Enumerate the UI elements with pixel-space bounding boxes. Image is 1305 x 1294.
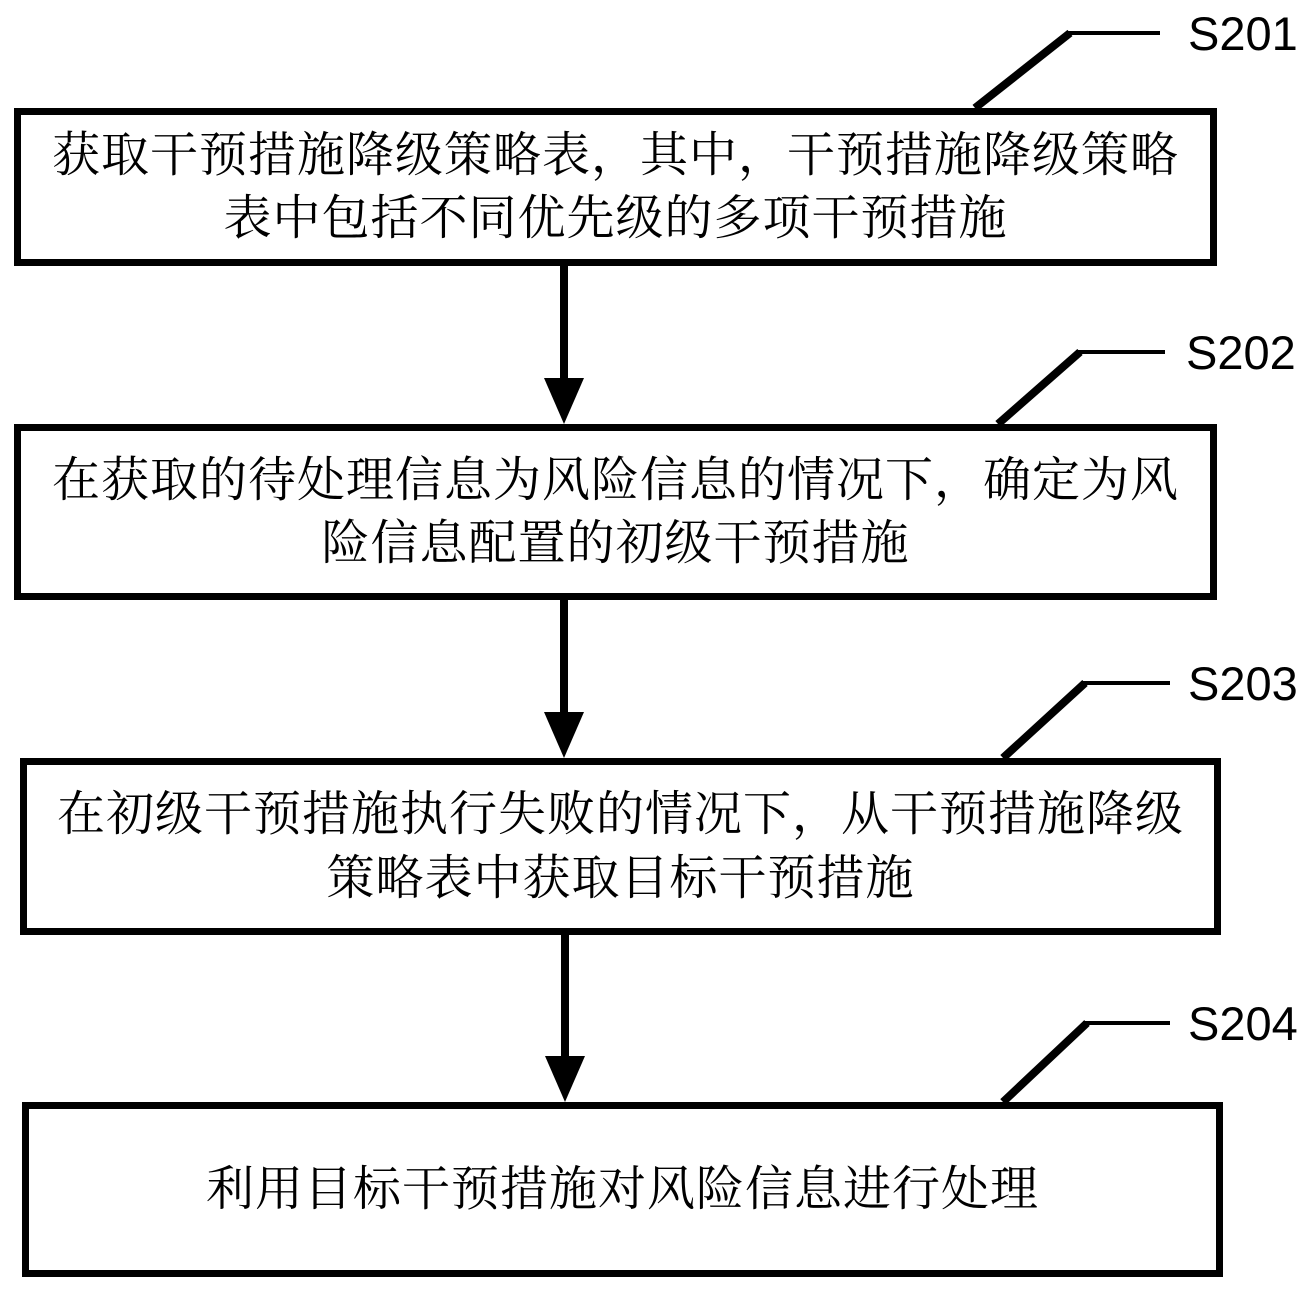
step-box-s203 (20, 758, 1221, 935)
step-label-s203: S203 (1188, 657, 1298, 710)
arrow-down-s202-to-s203 (560, 600, 568, 714)
step-s202-text-line-2: 险信息配置的初级干预措施 (321, 517, 910, 570)
arrow-down-head-2 (544, 712, 584, 758)
step-label-s204: S204 (1188, 997, 1298, 1050)
arrow-down-s201-to-s202 (560, 266, 568, 380)
step-box-s201 (14, 108, 1217, 266)
step-label-s202: S202 (1186, 326, 1296, 379)
arrow-down-head-3 (545, 1056, 585, 1102)
step-s201-text-line-1: 获取干预措施降级策略表，其中，干预措施降级策略 (51, 128, 1179, 182)
step-box-s202 (14, 424, 1217, 600)
step-s201-text-line-2: 表中包括不同优先级的多项干预措施 (223, 192, 1008, 245)
leader-line-s204 (1003, 1023, 1170, 1102)
arrow-down-s203-to-s204 (561, 935, 569, 1058)
step-s203-text-line-1: 在初级干预措施执行失败的情况下，从干预措施降级 (56, 788, 1184, 842)
step-s202-text-line-1: 在获取的待处理信息为风险信息的情况下，确定为风 (51, 453, 1179, 507)
leader-line-s202 (998, 352, 1165, 424)
step-box-s204 (22, 1102, 1223, 1277)
step-label-s201: S201 (1188, 7, 1298, 60)
leader-line-s201 (975, 33, 1160, 108)
leader-line-s203 (1003, 683, 1170, 758)
step-s204-text-line-1: 利用目标干预措施对风险信息进行处理 (205, 1162, 1039, 1216)
arrow-down-head-1 (544, 378, 584, 424)
step-s203-text-line-2: 策略表中获取目标干预措施 (326, 851, 915, 905)
